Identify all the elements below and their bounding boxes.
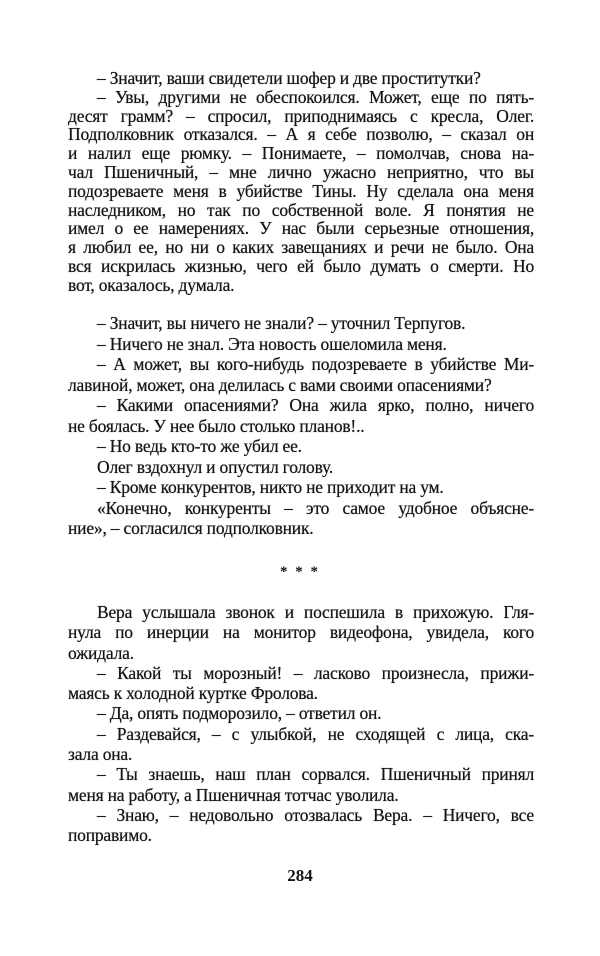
text-line: Подполковник отказался. – А я себе позволю, – сказал он: [68, 124, 534, 145]
text-block-1: [68, 69, 534, 295]
text-line: имел о ее намерениях. У нас были серьезные отношения,: [68, 218, 534, 239]
text-line: – Какими опасениями? Она жила ярко, полно, ничего: [97, 395, 534, 415]
section-separator: * * *: [280, 564, 320, 580]
text-line: нула по инерции на монитор видеофона, увидела, кого: [68, 622, 534, 643]
text-line: поправимо.: [68, 825, 152, 846]
text-line: чал Пшеничный, – мне лично ужасно неприятно, что вы: [68, 161, 534, 182]
text-line: меня на работу, а Пшеничная тотчас уволила.: [68, 784, 399, 805]
text-line: вот, оказалось, думала.: [68, 274, 235, 295]
text-line: – Значит, вы ничего не знали? – уточнил Терпугов.: [97, 313, 466, 333]
text-block-3: [68, 602, 534, 846]
text-line: – Значит, ваши свидетели шофер и две проститутки?: [97, 68, 481, 88]
text-line: – Какой ты морозный! – ласково произнесла, прижи-: [97, 662, 534, 683]
text-block-2: [68, 313, 534, 539]
text-line: ние», – согласился подполковник.: [68, 518, 314, 538]
text-line: – Да, опять подморозило, – ответил он.: [97, 703, 382, 724]
text-line: – Кроме конкурентов, никто не приходит на ум.: [97, 477, 444, 497]
page-number: 284: [287, 866, 313, 885]
text-line: Вера услышала звонок и поспешила в прихожую. Гля-: [97, 602, 534, 622]
text-line: Олег вздохнул и опустил голову.: [97, 456, 334, 477]
text-line: десят грамм? – спросил, приподнимаясь с кресла, Олег.: [68, 105, 534, 126]
text-line: наследником, но так по собственной воле. Я понятия не: [68, 199, 534, 220]
text-line: – Раздевайся, – с улыбкой, не сходящей с лица, ска-: [97, 723, 534, 744]
text-line: – Увы, другими не обеспокоился. Может, еще по пять-: [97, 86, 534, 107]
text-line: – А может, вы кого-нибудь подозреваете в убийстве Ми-: [97, 354, 534, 374]
text-line: маясь к холодной куртке Фролова.: [68, 683, 318, 704]
text-line: – Ничего не знал. Эта новость ошеломила меня.: [97, 333, 447, 354]
text-line: зала она.: [68, 744, 133, 765]
text-line: не боялась. У нее было столько планов!..: [68, 415, 365, 436]
text-line: – Но ведь кто-то же убил ее.: [97, 436, 302, 456]
text-line: вся искрилась жизнью, чего ей было думать о смерти. Но: [68, 255, 534, 276]
text-line: подозреваете меня в убийстве Тины. Ну сделала она меня: [68, 180, 534, 201]
text-line: и налил еще рюмку. – Понимаете, – помолчав, снова на-: [68, 143, 534, 164]
text-line: я любил ее, но ни о каких завещаниях и речи не было. Она: [68, 237, 534, 258]
text-line: – Ты знаешь, наш план сорвался. Пшеничный принял: [97, 764, 534, 785]
text-line: «Конечно, конкуренты – это самое удобное объясне-: [97, 497, 534, 518]
text-line: – Знаю, – недовольно отозвалась Вера. – Ничего, все: [97, 804, 534, 825]
text-line: лавиной, может, она делилась с вами своими опасениями?: [68, 374, 492, 395]
text-line: ожидала.: [68, 642, 134, 663]
